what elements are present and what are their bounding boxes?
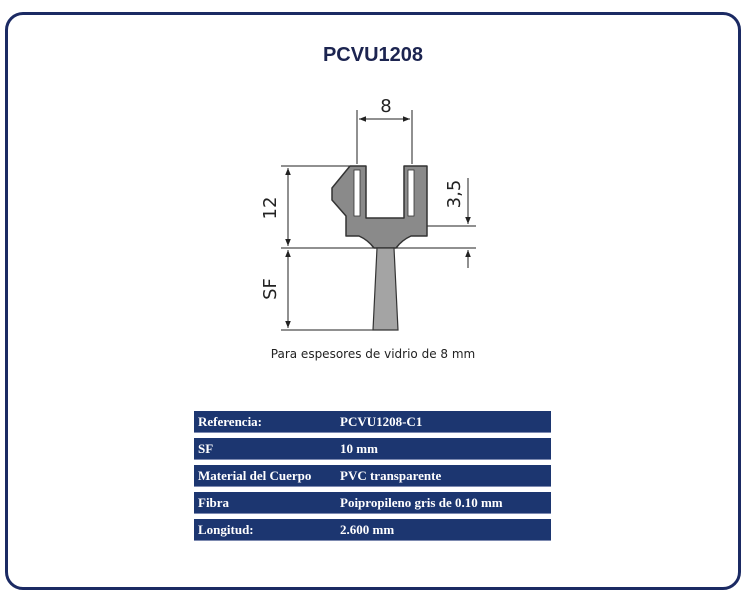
spec-row-material bbox=[194, 465, 551, 487]
spec-value: PCVU1208-C1 bbox=[336, 411, 551, 433]
spec-value: 2.600 mm bbox=[336, 519, 551, 541]
dim-left-upper-label: 12 bbox=[260, 196, 281, 220]
spec-label: Material del Cuerpo bbox=[194, 465, 336, 487]
caption: Para espesores de vidrio de 8 mm bbox=[270, 347, 476, 361]
dim-top-label: 8 bbox=[380, 96, 392, 117]
spec-label: Longitud: bbox=[194, 519, 336, 541]
spec-label: SF bbox=[194, 438, 336, 460]
spec-label: Fibra bbox=[194, 492, 336, 514]
spec-value: PVC transparente bbox=[336, 465, 551, 487]
profile-drawing bbox=[246, 88, 496, 340]
fiber-brush bbox=[373, 248, 398, 330]
spec-label: Referencia: bbox=[194, 411, 336, 433]
spec-row-longitud bbox=[194, 519, 551, 541]
dim-left-lower-label: SF bbox=[260, 278, 281, 300]
spec-table bbox=[194, 406, 551, 546]
product-title: PCVU1208 bbox=[322, 44, 424, 66]
spec-row-referencia bbox=[194, 411, 551, 433]
spec-row-fibra bbox=[194, 492, 551, 514]
spec-value: Poipropileno gris de 0.10 mm bbox=[336, 492, 551, 514]
spec-value: 10 mm bbox=[336, 438, 551, 460]
spec-row-sf bbox=[194, 438, 551, 460]
dim-right-label: 3,5 bbox=[444, 179, 465, 209]
